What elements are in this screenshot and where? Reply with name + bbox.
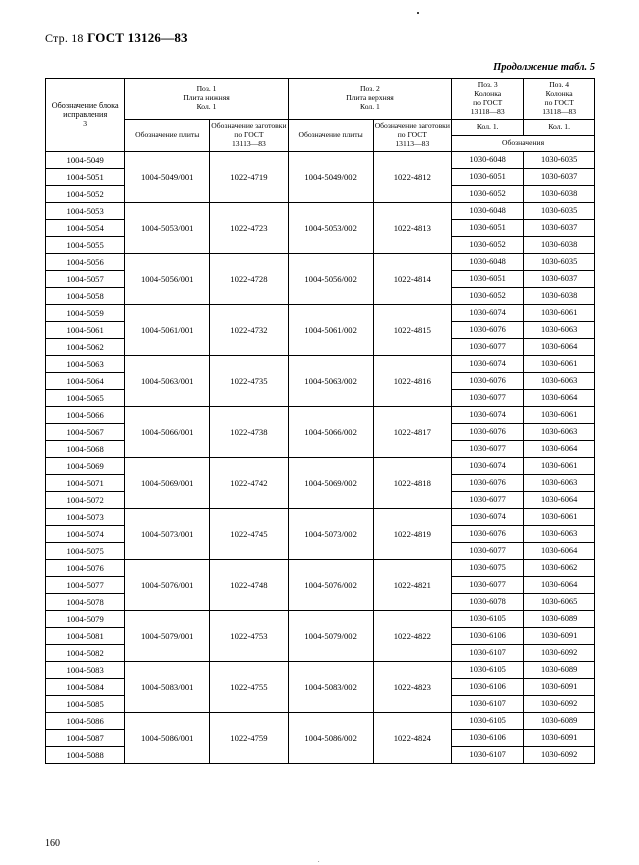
blank-upper: 1022-4819 (373, 508, 452, 559)
header-blank-designation-lower: Обозначение заготовки по ГОСТ 13113—83 (210, 119, 289, 151)
table-row (46, 559, 595, 576)
blank-upper: 1022-4824 (373, 712, 452, 763)
block-designation: 1004-5053 (46, 202, 125, 219)
blank-lower: 1022-4759 (210, 712, 289, 763)
pillar-pos3: 1030-6077 (452, 338, 524, 355)
plate-lower: 1004-5061/001 (125, 304, 210, 355)
table-row (46, 253, 595, 270)
pillar-pos4: 1030-6064 (524, 542, 595, 559)
blank-upper: 1022-4823 (373, 661, 452, 712)
pillar-pos4: 1030-6063 (524, 321, 595, 338)
header-plate-designation-upper: Обозначение плиты (288, 119, 373, 151)
blank-upper: 1022-4812 (373, 151, 452, 202)
plate-upper: 1004-5053/002 (288, 202, 373, 253)
blank-upper: 1022-4815 (373, 304, 452, 355)
pillar-pos3: 1030-6075 (452, 559, 524, 576)
pillar-pos4: 1030-6035 (524, 253, 595, 270)
block-designation: 1004-5055 (46, 236, 125, 253)
pillar-pos3: 1030-6077 (452, 440, 524, 457)
block-designation: 1004-5072 (46, 491, 125, 508)
block-designation: 1004-5065 (46, 389, 125, 406)
blank-lower: 1022-4755 (210, 661, 289, 712)
plate-lower: 1004-5056/001 (125, 253, 210, 304)
pillar-pos4: 1030-6091 (524, 627, 595, 644)
block-designation: 1004-5067 (46, 423, 125, 440)
table-row (46, 304, 595, 321)
pillar-pos3: 1030-6077 (452, 491, 524, 508)
header-blank-designation-upper: Обозначение заготовки по ГОСТ 13113—83 (373, 119, 452, 151)
pillar-pos3: 1030-6076 (452, 321, 524, 338)
table-row (46, 355, 595, 372)
block-designation: 1004-5084 (46, 678, 125, 695)
pillar-pos3: 1030-6106 (452, 729, 524, 746)
pillar-pos3: 1030-6051 (452, 270, 524, 287)
pillar-pos3: 1030-6051 (452, 168, 524, 185)
plate-upper: 1004-5079/002 (288, 610, 373, 661)
pillar-pos3: 1030-6074 (452, 508, 524, 525)
blank-lower: 1022-4723 (210, 202, 289, 253)
plate-lower: 1004-5049/001 (125, 151, 210, 202)
pillar-pos4: 1030-6092 (524, 746, 595, 763)
pillar-pos3: 1030-6105 (452, 610, 524, 627)
block-designation: 1004-5078 (46, 593, 125, 610)
header-group-pos3: Поз. 3 Колонка по ГОСТ 13118—83 (452, 79, 524, 120)
pillar-pos4: 1030-6089 (524, 712, 595, 729)
plate-upper: 1004-5086/002 (288, 712, 373, 763)
block-designation: 1004-5056 (46, 253, 125, 270)
plate-lower: 1004-5083/001 (125, 661, 210, 712)
pillar-pos3: 1030-6052 (452, 185, 524, 202)
block-designation: 1004-5073 (46, 508, 125, 525)
plate-upper: 1004-5063/002 (288, 355, 373, 406)
pillar-pos4: 1030-6062 (524, 559, 595, 576)
plate-lower: 1004-5066/001 (125, 406, 210, 457)
blank-upper: 1022-4822 (373, 610, 452, 661)
plate-lower: 1004-5086/001 (125, 712, 210, 763)
pillar-pos4: 1030-6063 (524, 423, 595, 440)
pillar-pos4: 1030-6064 (524, 338, 595, 355)
pillar-pos4: 1030-6037 (524, 219, 595, 236)
page-header (45, 30, 188, 46)
pillar-pos3: 1030-6074 (452, 304, 524, 321)
pillar-pos3: 1030-6048 (452, 202, 524, 219)
pillar-pos3: 1030-6105 (452, 661, 524, 678)
block-designation: 1004-5064 (46, 372, 125, 389)
pillar-pos4: 1030-6061 (524, 304, 595, 321)
pillar-pos4: 1030-6038 (524, 287, 595, 304)
plate-upper: 1004-5069/002 (288, 457, 373, 508)
block-designation: 1004-5052 (46, 185, 125, 202)
table-continuation-label: Продолжение табл. 5 (493, 62, 595, 73)
footer-page-number: 160 (45, 838, 60, 849)
plate-upper: 1004-5049/002 (288, 151, 373, 202)
pillar-pos4: 1030-6061 (524, 457, 595, 474)
page-dot-mark (417, 12, 419, 14)
block-designation: 1004-5075 (46, 542, 125, 559)
plate-lower: 1004-5079/001 (125, 610, 210, 661)
plate-upper: 1004-5061/002 (288, 304, 373, 355)
plate-lower: 1004-5073/001 (125, 508, 210, 559)
blank-lower: 1022-4735 (210, 355, 289, 406)
blank-lower: 1022-4732 (210, 304, 289, 355)
table-row (46, 457, 595, 474)
pillar-pos3: 1030-6051 (452, 219, 524, 236)
header-pos3-kol: Кол. 1. (452, 119, 524, 135)
table-row (46, 202, 595, 219)
blank-upper: 1022-4817 (373, 406, 452, 457)
table-body (46, 151, 595, 763)
table-row (46, 610, 595, 627)
standard-label: ГОСТ 13126—83 (87, 30, 188, 45)
header-block-designation: Обозначение блока исправления 3 (46, 79, 125, 152)
pillar-pos3: 1030-6077 (452, 576, 524, 593)
pillar-pos4: 1030-6038 (524, 236, 595, 253)
block-designation: 1004-5081 (46, 627, 125, 644)
pillar-pos3: 1030-6076 (452, 525, 524, 542)
block-designation: 1004-5082 (46, 644, 125, 661)
block-designation: 1004-5086 (46, 712, 125, 729)
block-designation: 1004-5058 (46, 287, 125, 304)
pillar-pos3: 1030-6076 (452, 474, 524, 491)
pillar-pos4: 1030-6061 (524, 355, 595, 372)
block-designation: 1004-5079 (46, 610, 125, 627)
block-designation: 1004-5059 (46, 304, 125, 321)
pillar-pos4: 1030-6035 (524, 202, 595, 219)
blank-upper: 1022-4814 (373, 253, 452, 304)
block-designation: 1004-5088 (46, 746, 125, 763)
blank-lower: 1022-4753 (210, 610, 289, 661)
block-designation: 1004-5077 (46, 576, 125, 593)
header-oboznacheniya: Обозначения (452, 135, 595, 151)
pillar-pos3: 1030-6052 (452, 287, 524, 304)
pillar-pos3: 1030-6048 (452, 151, 524, 168)
pillar-pos4: 1030-6063 (524, 525, 595, 542)
pillar-pos4: 1030-6065 (524, 593, 595, 610)
pillar-pos3: 1030-6076 (452, 372, 524, 389)
block-designation: 1004-5076 (46, 559, 125, 576)
plate-upper: 1004-5066/002 (288, 406, 373, 457)
blank-lower: 1022-4748 (210, 559, 289, 610)
block-designation: 1004-5074 (46, 525, 125, 542)
blank-upper: 1022-4818 (373, 457, 452, 508)
pillar-pos3: 1030-6107 (452, 746, 524, 763)
table-row (46, 661, 595, 678)
pillar-pos4: 1030-6064 (524, 440, 595, 457)
pillar-pos3: 1030-6107 (452, 695, 524, 712)
plate-upper: 1004-5073/002 (288, 508, 373, 559)
plate-lower: 1004-5069/001 (125, 457, 210, 508)
blank-lower: 1022-4742 (210, 457, 289, 508)
pillar-pos3: 1030-6106 (452, 627, 524, 644)
header-plate-designation-lower: Обозначение плиты (125, 119, 210, 151)
block-designation: 1004-5063 (46, 355, 125, 372)
specification-table (45, 78, 595, 764)
block-designation: 1004-5051 (46, 168, 125, 185)
block-designation: 1004-5054 (46, 219, 125, 236)
pillar-pos3: 1030-6078 (452, 593, 524, 610)
pillar-pos4: 1030-6063 (524, 372, 595, 389)
pillar-pos4: 1030-6064 (524, 576, 595, 593)
pillar-pos4: 1030-6061 (524, 406, 595, 423)
pillar-pos4: 1030-6064 (524, 491, 595, 508)
pillar-pos3: 1030-6105 (452, 712, 524, 729)
table-row (46, 151, 595, 168)
block-designation: 1004-5061 (46, 321, 125, 338)
table-row (46, 712, 595, 729)
block-designation: 1004-5066 (46, 406, 125, 423)
pillar-pos4: 1030-6063 (524, 474, 595, 491)
pillar-pos3: 1030-6074 (452, 355, 524, 372)
pillar-pos4: 1030-6092 (524, 695, 595, 712)
pillar-pos3: 1030-6074 (452, 457, 524, 474)
pillar-pos4: 1030-6089 (524, 661, 595, 678)
header-pos4-kol: Кол. 1. (524, 119, 595, 135)
pillar-pos3: 1030-6048 (452, 253, 524, 270)
pillar-pos4: 1030-6061 (524, 508, 595, 525)
pillar-pos4: 1030-6035 (524, 151, 595, 168)
block-designation: 1004-5071 (46, 474, 125, 491)
table-row (46, 508, 595, 525)
pillar-pos4: 1030-6064 (524, 389, 595, 406)
table-header (46, 79, 595, 152)
block-designation: 1004-5069 (46, 457, 125, 474)
block-designation: 1004-5062 (46, 338, 125, 355)
header-group-pos2: Поз. 2 Плита верхняя Кол. 1 (288, 79, 451, 120)
blank-upper: 1022-4821 (373, 559, 452, 610)
pillar-pos4: 1030-6089 (524, 610, 595, 627)
blank-lower: 1022-4728 (210, 253, 289, 304)
blank-upper: 1022-4816 (373, 355, 452, 406)
header-group-pos4: Поз. 4 Колонка по ГОСТ 13118—83 (524, 79, 595, 120)
plate-lower: 1004-5063/001 (125, 355, 210, 406)
blank-lower: 1022-4738 (210, 406, 289, 457)
block-designation: 1004-5085 (46, 695, 125, 712)
blank-lower: 1022-4719 (210, 151, 289, 202)
block-designation: 1004-5068 (46, 440, 125, 457)
pillar-pos3: 1030-6074 (452, 406, 524, 423)
page-number-label: Стр. 18 (45, 31, 84, 45)
table-row (46, 406, 595, 423)
pillar-pos3: 1030-6077 (452, 542, 524, 559)
block-designation: 1004-5087 (46, 729, 125, 746)
pillar-pos4: 1030-6091 (524, 678, 595, 695)
pillar-pos3: 1030-6077 (452, 389, 524, 406)
block-designation: 1004-5049 (46, 151, 125, 168)
bottom-mark: . (318, 858, 320, 864)
block-designation: 1004-5083 (46, 661, 125, 678)
pillar-pos3: 1030-6106 (452, 678, 524, 695)
blank-upper: 1022-4813 (373, 202, 452, 253)
pillar-pos3: 1030-6052 (452, 236, 524, 253)
pillar-pos3: 1030-6107 (452, 644, 524, 661)
pillar-pos4: 1030-6091 (524, 729, 595, 746)
pillar-pos4: 1030-6038 (524, 185, 595, 202)
plate-upper: 1004-5076/002 (288, 559, 373, 610)
blank-lower: 1022-4745 (210, 508, 289, 559)
header-group-pos1: Поз. 1 Плита нижняя Кол. 1 (125, 79, 288, 120)
plate-upper: 1004-5083/002 (288, 661, 373, 712)
pillar-pos4: 1030-6037 (524, 168, 595, 185)
plate-upper: 1004-5056/002 (288, 253, 373, 304)
plate-lower: 1004-5076/001 (125, 559, 210, 610)
plate-lower: 1004-5053/001 (125, 202, 210, 253)
pillar-pos3: 1030-6076 (452, 423, 524, 440)
block-designation: 1004-5057 (46, 270, 125, 287)
pillar-pos4: 1030-6037 (524, 270, 595, 287)
pillar-pos4: 1030-6092 (524, 644, 595, 661)
